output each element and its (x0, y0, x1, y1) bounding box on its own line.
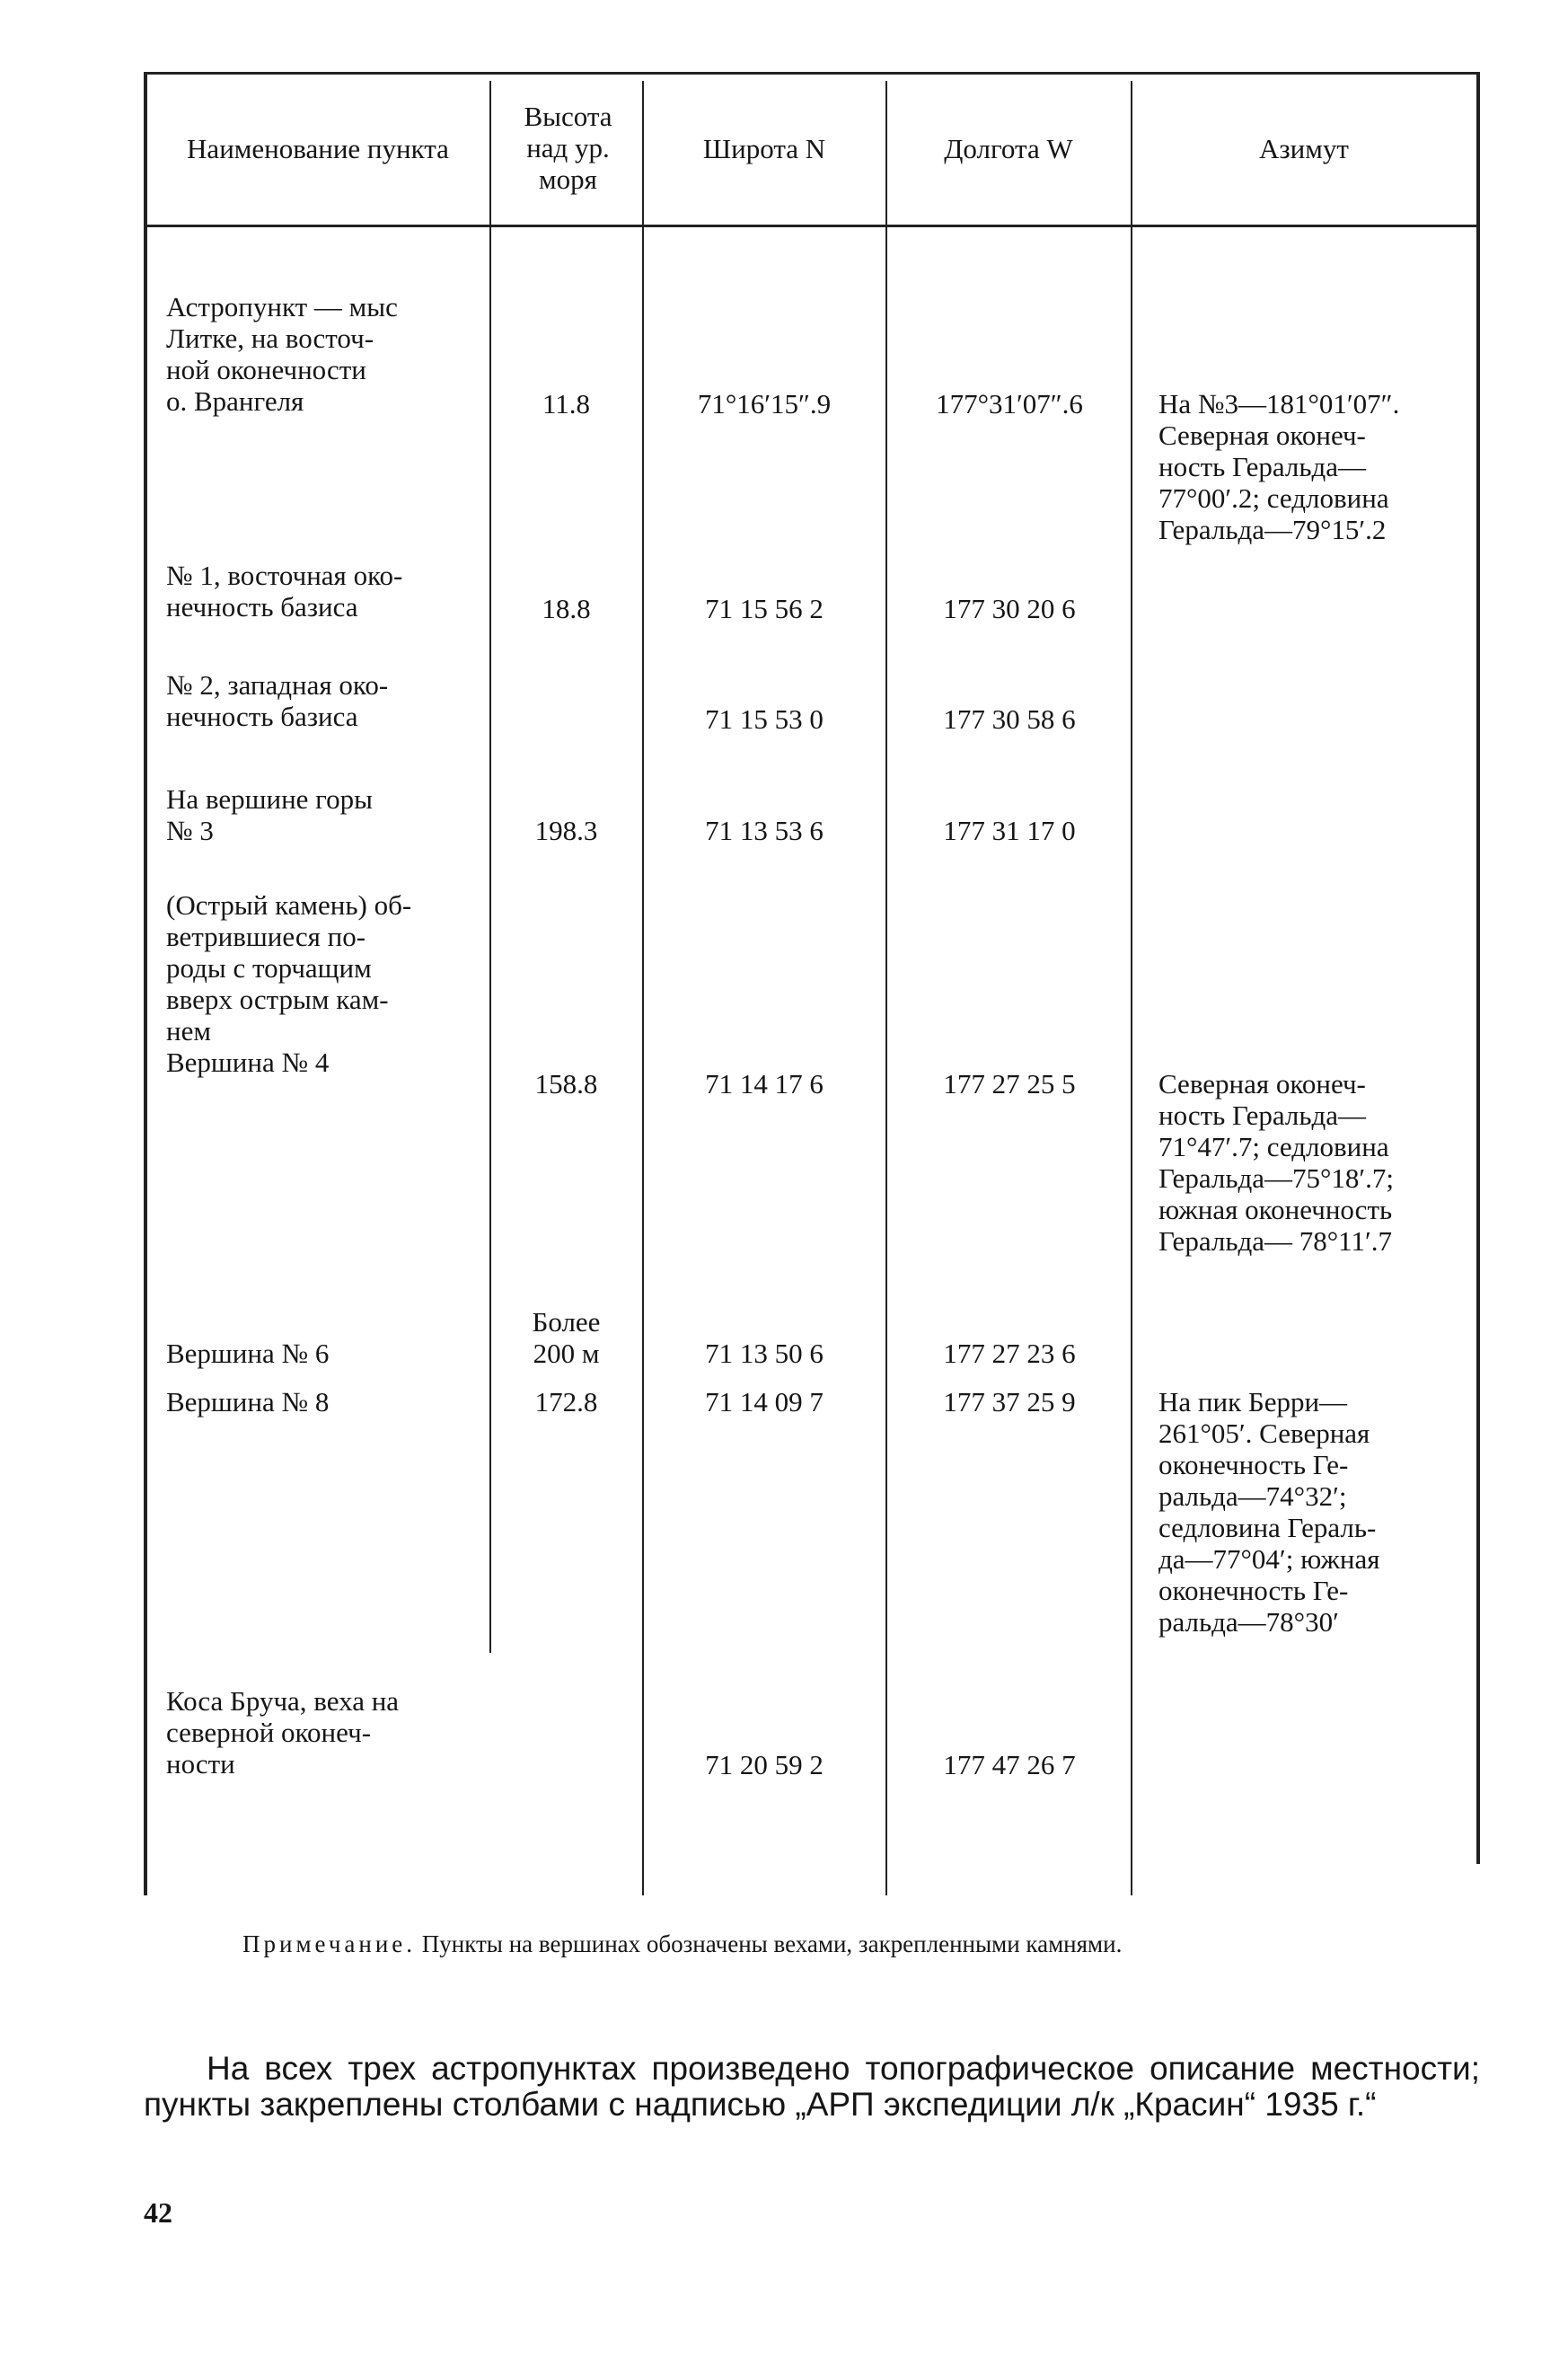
col-divider (1131, 81, 1132, 1895)
longitude-line: 177 47 26 7 (943, 1749, 1076, 1780)
altitude-line: 198.3 (534, 815, 598, 846)
longitude (889, 1386, 1130, 1418)
longitude-line: 177 27 25 5 (943, 1068, 1076, 1100)
point-name (166, 889, 471, 1078)
altitude-line: 200 м (533, 1338, 600, 1369)
point-name-line: Коса Бруча, веха на (166, 1685, 400, 1717)
header-latitude: Широта N (702, 133, 826, 164)
point-name (166, 1338, 471, 1369)
altitude (492, 1386, 640, 1418)
point-name-line: вверх острым кам- (166, 984, 389, 1015)
latitude-line: 71 14 17 6 (705, 1068, 824, 1100)
longitude (889, 815, 1130, 846)
azimuth-line: Геральда—75°18′.7; (1158, 1162, 1395, 1194)
azimuth-line: ность Геральда— (1158, 451, 1367, 482)
longitude (889, 1749, 1130, 1780)
point-name-line: нечность базиса (166, 591, 358, 623)
altitude (492, 815, 640, 846)
point-name-line: ности (166, 1748, 235, 1780)
point-name-line: Вершина № 6 (166, 1338, 330, 1369)
latitude (645, 703, 884, 735)
point-name-line: № 3 (166, 815, 214, 846)
point-name-line: нечность базиса (166, 701, 358, 732)
point-name-line: Вершина № 8 (166, 1386, 330, 1418)
body-paragraph: На всех трех астропунктах произведено топографическое описание местности; пункты закреплены столбами с надписью „АРП экспедиции л/к „Красин“ 1935 г.“ (144, 2050, 1480, 2123)
azimuth-line: Северная оконеч- (1158, 1068, 1366, 1100)
longitude-line: 177 30 20 6 (943, 593, 1076, 624)
azimuth-line: оконечность Ге- (1158, 1449, 1349, 1480)
note-label: Примечание. (242, 1930, 417, 1957)
altitude-line: 18.8 (542, 593, 591, 624)
longitude-line: 177°31′07″.6 (936, 388, 1083, 420)
table-right-border (1476, 72, 1480, 1864)
latitude (645, 388, 884, 420)
longitude-line: 177 31 17 0 (943, 815, 1076, 846)
col-divider (642, 81, 644, 1895)
col-divider (885, 81, 887, 1895)
longitude (889, 593, 1130, 624)
azimuth (1158, 1386, 1455, 1638)
point-name-line: На вершине горы (166, 783, 373, 815)
longitude-line: 177 30 58 6 (943, 703, 1076, 735)
point-name (166, 783, 471, 846)
azimuth-line: 77°00′.2; седловина (1158, 482, 1389, 514)
point-name-line: ветрившиеся по- (166, 921, 366, 952)
latitude (645, 815, 884, 846)
header-longitude: Долгота W (944, 133, 1073, 164)
altitude-line: 158.8 (534, 1068, 598, 1100)
longitude-line: 177 27 23 6 (943, 1338, 1076, 1369)
header-rule (145, 225, 1480, 227)
altitude-line: Более (532, 1306, 601, 1338)
point-name (166, 560, 471, 623)
latitude-line: 71 20 59 2 (705, 1749, 824, 1780)
header-azimuth: Азимут (1259, 133, 1349, 164)
note-text: Пункты на вершинах обозначены вехами, закрепленными камнями. (421, 1930, 1123, 1957)
longitude (889, 1338, 1130, 1369)
azimuth (1158, 388, 1455, 545)
point-name (166, 1386, 471, 1418)
col-divider (489, 81, 491, 1653)
latitude (645, 1386, 884, 1418)
point-name-line: нем (166, 1015, 211, 1047)
longitude (889, 388, 1130, 420)
azimuth-line: 71°47′.7; седловина (1158, 1131, 1389, 1162)
latitude-line: 71°16′15″.9 (697, 388, 832, 420)
latitude-line: 71 15 53 0 (705, 703, 824, 735)
latitude (645, 1338, 884, 1369)
altitude (492, 1068, 640, 1100)
azimuth-line: Геральда—79°15′.2 (1158, 514, 1387, 545)
latitude (645, 1068, 884, 1100)
point-name-line: северной оконеч- (166, 1717, 372, 1748)
azimuth-line: Геральда— 78°11′.7 (1158, 1225, 1393, 1257)
azimuth-line: 261°05′. Северная (1158, 1418, 1370, 1449)
azimuth-line: седловина Гераль- (1158, 1512, 1377, 1543)
point-name-line: ной оконечности (166, 354, 366, 385)
longitude (889, 703, 1130, 735)
point-name-line: № 1, восточная око- (166, 560, 403, 591)
point-name (166, 291, 471, 417)
latitude-line: 71 14 09 7 (705, 1386, 824, 1418)
azimuth-line: ральда—74°32′; (1158, 1480, 1347, 1512)
point-name-line: Вершина № 4 (166, 1047, 330, 1078)
point-name (166, 669, 471, 732)
azimuth-line: оконечность Ге- (1158, 1575, 1349, 1606)
table-left-border (144, 72, 147, 1895)
longitude (889, 1068, 1130, 1100)
point-name-line: № 2, западная око- (166, 669, 389, 701)
longitude-line: 177 37 25 9 (943, 1386, 1076, 1418)
azimuth-line: Северная оконеч- (1158, 420, 1366, 451)
latitude-line: 71 13 50 6 (705, 1338, 824, 1369)
latitude (645, 1749, 884, 1780)
altitude (492, 1306, 640, 1369)
latitude-line: 71 13 53 6 (705, 815, 824, 846)
latitude (645, 593, 884, 624)
azimuth-line: да—77°04′; южная (1158, 1543, 1380, 1575)
azimuth-line: На пик Берри— (1158, 1386, 1348, 1418)
point-name (166, 1685, 471, 1780)
header-name: Наименование пункта (187, 133, 449, 164)
altitude-line: 172.8 (534, 1386, 598, 1418)
point-name-line: (Острый камень) об- (166, 889, 412, 921)
azimuth-line: ность Геральда— (1158, 1100, 1367, 1131)
latitude-line: 71 15 56 2 (705, 593, 824, 624)
altitude-line: 11.8 (542, 388, 591, 420)
point-name-line: Литке, на восточ- (166, 322, 374, 354)
table-top-rule (145, 72, 1480, 75)
azimuth-line: ральда—78°30′ (1158, 1606, 1339, 1638)
point-name-line: роды с торчащим (166, 952, 372, 984)
table-note (242, 1930, 1477, 1958)
point-name-line: Астропункт — мыс (166, 291, 398, 322)
azimuth-line: На №3—181°01′07″. (1158, 388, 1400, 420)
azimuth (1158, 1068, 1455, 1257)
altitude (492, 388, 640, 420)
header-altitude: Высота над ур. моря (524, 101, 612, 195)
point-name-line: о. Врангеля (166, 385, 304, 417)
altitude (492, 593, 640, 624)
azimuth-line: южная оконечность (1158, 1194, 1393, 1225)
page-number: 42 (144, 2196, 172, 2229)
